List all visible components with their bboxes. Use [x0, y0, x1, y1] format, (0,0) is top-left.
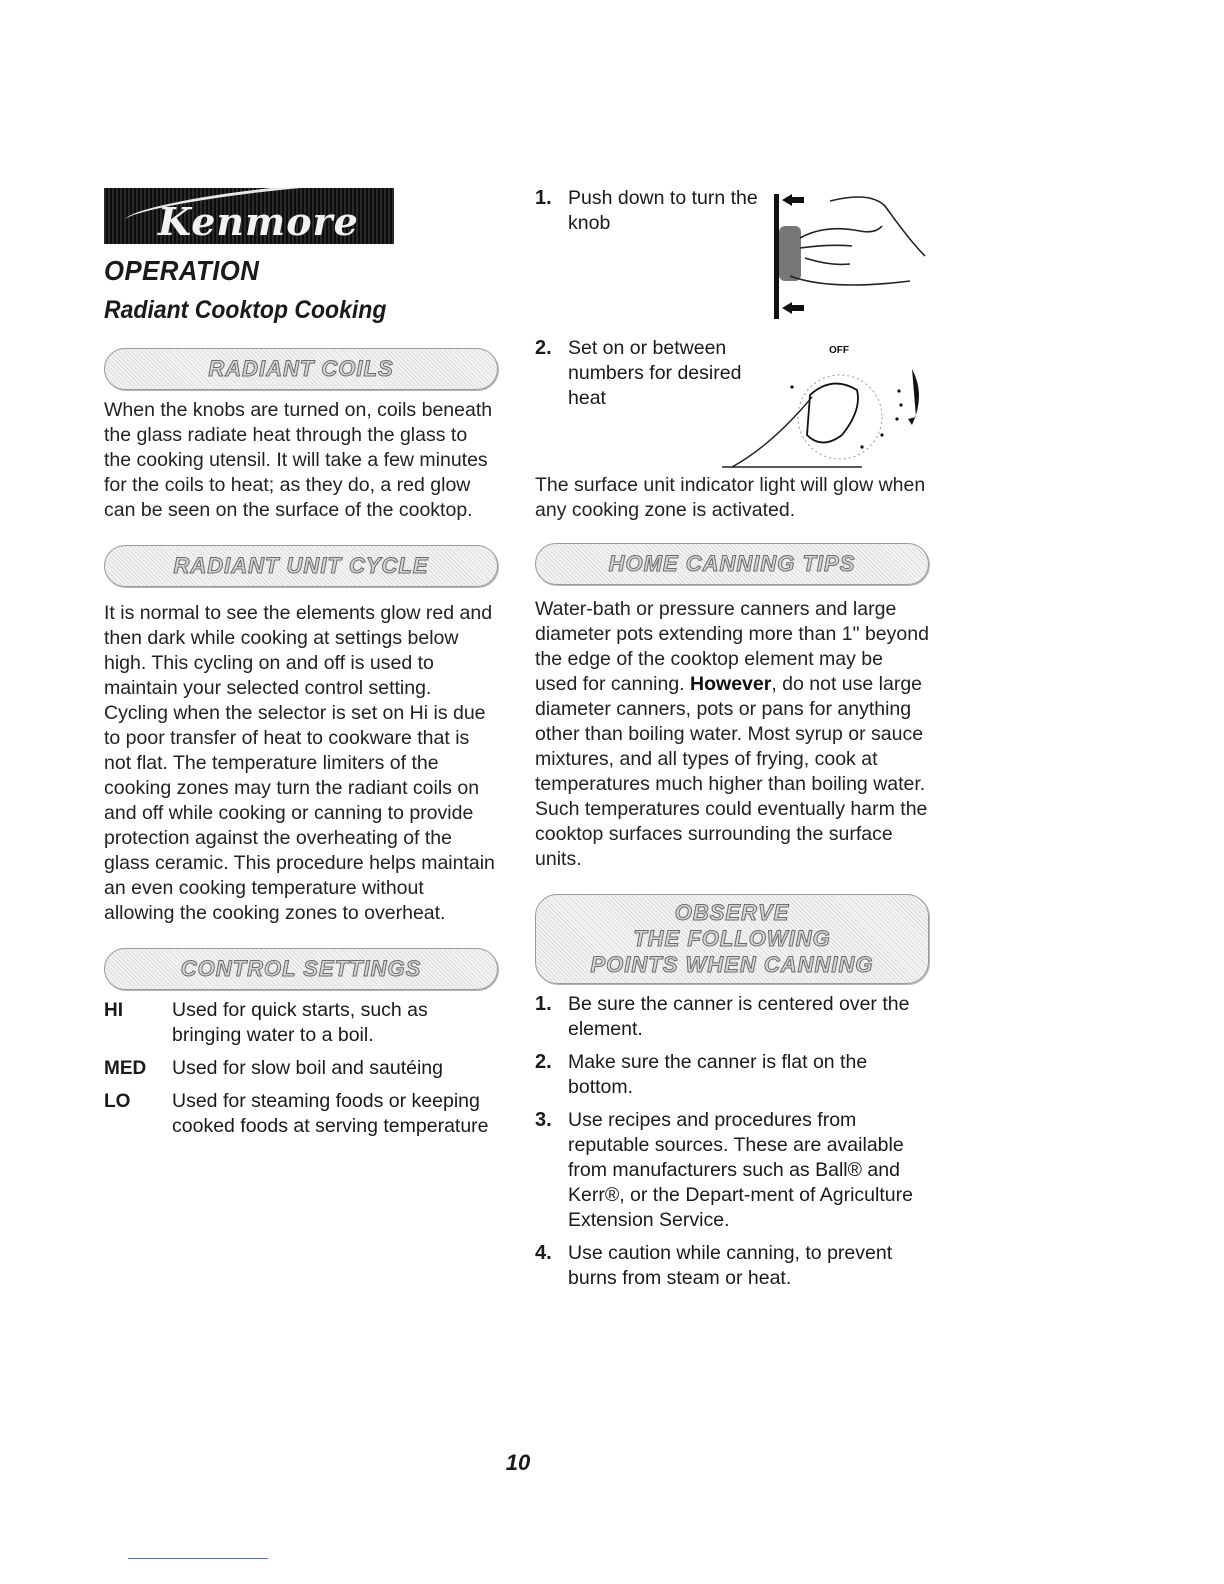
- arrow-left-icon: [782, 194, 804, 206]
- dial-ring: [798, 375, 882, 459]
- indicator-light-text: The surface unit indicator light will glow when any cooking zone is activated.: [535, 474, 926, 521]
- home-canning-heading: [535, 543, 929, 585]
- heat-dial-illustration: [712, 335, 932, 475]
- step-text: Use caution while canning, to prevent burns from steam or heat.: [568, 1242, 893, 1289]
- step-text: Make sure the canner is flat on the bottom.: [568, 1051, 868, 1098]
- hand-outline: [790, 226, 910, 285]
- step-text: Be sure the canner is centered over the element.: [568, 993, 910, 1040]
- observe-title-line-1: OBSERVE: [674, 900, 790, 925]
- radiant-unit-cycle-heading: [104, 545, 498, 587]
- setting-description: Used for steaming foods or keeping cooked foods at serving temperature: [172, 1090, 489, 1137]
- dial-tick: [880, 433, 883, 436]
- radiant-coils-text: When the knobs are turned on, coils beneath the glass radiate heat through the glass to the cooking utensil. It will take a few minutes for the coils to heat; as they do, a red glow can be seen on the surface of the cooktop.: [104, 399, 493, 521]
- step-number: 1.: [535, 993, 552, 1015]
- radiant-coils-title: RADIANT COILS: [208, 356, 394, 381]
- push-knob-illustration: [770, 186, 930, 326]
- page-number: 10: [505, 1450, 531, 1475]
- step-text: Push down to turn the knob: [568, 187, 758, 234]
- radiant-unit-cycle-text: It is normal to see the elements glow red and then dark while cooking at settings below high. This cycling on and off is used to maintain your selected control setting. Cycling when the selector is set on Hi is due to poor transfer of heat to cookware that is not flat. The temperature limiters of the cooking zones may turn the radiant coils on and off while cooking or canning to provide protection against the overheating of the glass ceramic. This procedure helps maintain an even cooking temperature without allowing the cooking zones to overheat.: [104, 602, 495, 924]
- radiant-coils-heading: [104, 348, 498, 390]
- step-number: 4.: [535, 1242, 552, 1264]
- logo-text: Kenmore: [158, 199, 359, 244]
- setting-term: HI: [104, 1000, 123, 1021]
- setting-term: LO: [104, 1091, 131, 1112]
- home-canning-text: [535, 597, 930, 872]
- setting-med: [104, 1056, 499, 1081]
- home-canning-text-b: , do not use large diameter canners, pots or pans for anything other than boiling water. Most syrup or sauce mixtures, and all types of frying, cook at temperatures much higher than boiling water. Such temperatures could eventually harm the cooktop surfaces surrounding the surface units.: [535, 673, 928, 870]
- dial-tick: [897, 389, 900, 392]
- setting-description: Used for quick starts, such as bringing water to a boil.: [172, 999, 428, 1046]
- arrow-left-icon: [782, 302, 804, 314]
- dial-tick: [790, 385, 793, 388]
- panel-edge-line: [774, 194, 779, 319]
- dial-tick: [899, 403, 902, 406]
- setting-term: MED: [104, 1058, 147, 1079]
- control-settings-list: [104, 998, 499, 1139]
- observe-title-line-2: THE FOLLOWING: [633, 926, 831, 951]
- setting-hi: [104, 998, 499, 1048]
- step-number: 1.: [535, 187, 552, 209]
- step-number: 2.: [535, 1051, 552, 1073]
- control-settings-title: CONTROL SETTINGS: [180, 956, 422, 981]
- step-text: Set on or between numbers for desired heat: [568, 337, 742, 409]
- rotate-arrow-icon: [908, 369, 919, 425]
- step-text: Use recipes and procedures from reputable sources. These are available from manufacturers such as Ball® and Kerr®, or the Depart-ment of Agriculture Extension Service.: [568, 1109, 913, 1231]
- home-canning-title: HOME CANNING TIPS: [608, 551, 856, 576]
- step-number: 3.: [535, 1109, 552, 1131]
- canning-point: [535, 1108, 930, 1233]
- kenmore-logo: [104, 188, 394, 244]
- page-title: OPERATION: [104, 255, 260, 286]
- dial-tick: [860, 445, 863, 448]
- dial-off-label: OFF: [829, 345, 849, 356]
- setting-description: Used for slow boil and sautéing: [172, 1057, 443, 1079]
- observe-heading: [535, 894, 929, 984]
- canning-points-list: [535, 992, 930, 1291]
- canning-point: [535, 1050, 930, 1100]
- control-settings-heading: [104, 948, 498, 990]
- page-subtitle: Radiant Cooktop Cooking: [104, 296, 387, 324]
- observe-title-line-3: POINTS WHEN CANNING: [590, 952, 874, 977]
- home-canning-text-a: Water-bath or pressure canners and large diameter pots extending more than 1" beyond the edge of the cooktop element may be used for canning.: [535, 598, 929, 695]
- however-emphasis: However: [690, 673, 772, 695]
- left-column: [104, 188, 499, 1147]
- dial-tick: [895, 417, 898, 420]
- step-number: 2.: [535, 337, 552, 359]
- canning-point: [535, 1241, 930, 1291]
- dial-knob: [807, 384, 858, 443]
- knob-shape: [779, 226, 801, 281]
- setting-lo: [104, 1089, 499, 1139]
- canning-point: [535, 992, 930, 1042]
- radiant-unit-cycle-title: RADIANT UNIT CYCLE: [173, 553, 429, 578]
- hand-outline: [722, 397, 862, 467]
- hand-outline: [830, 197, 925, 256]
- footer-rule: [128, 1558, 268, 1559]
- knob-step-1: [535, 186, 760, 236]
